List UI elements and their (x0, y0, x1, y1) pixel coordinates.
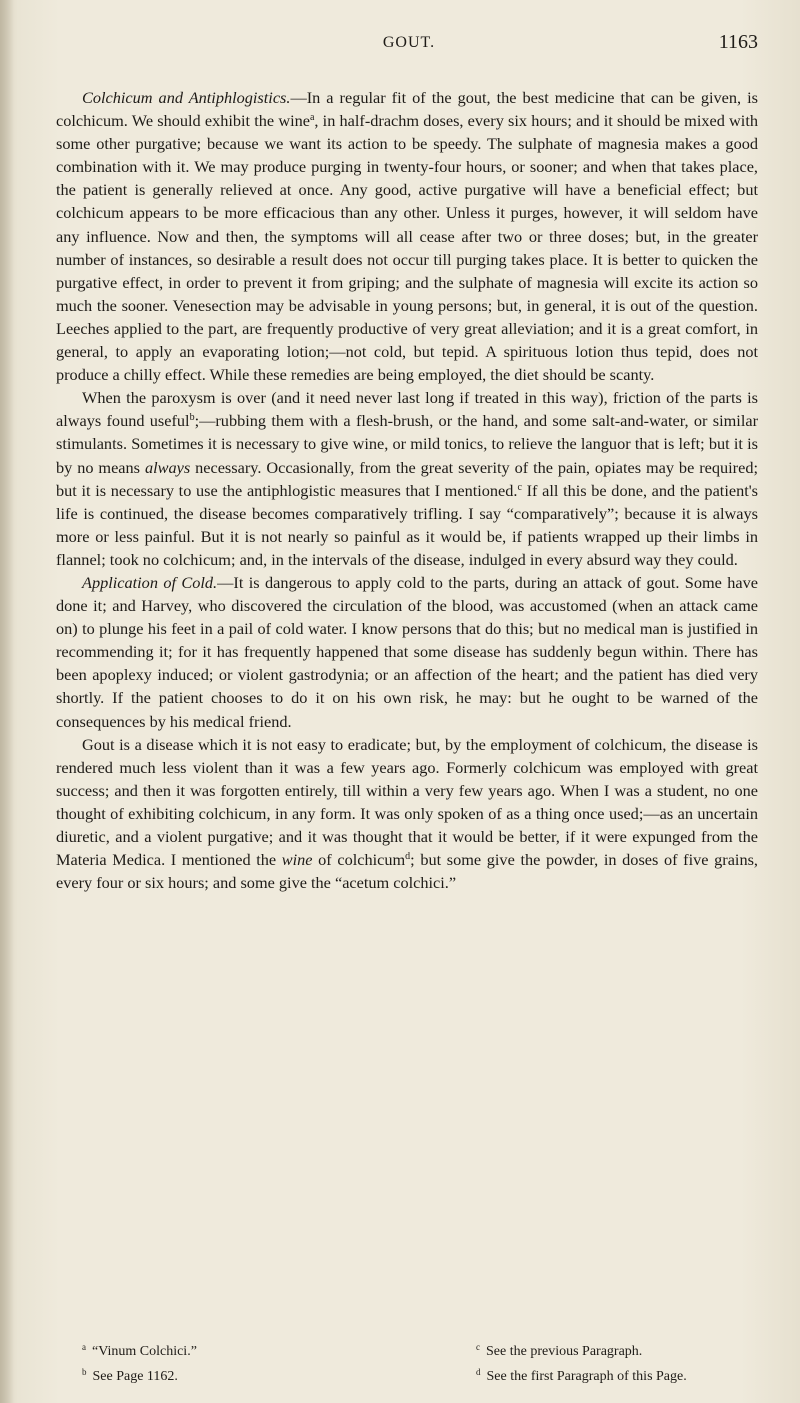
binding-shadow (0, 0, 14, 1403)
section-title-colchicum: Colchicum and Antiphlogistics. (82, 88, 291, 107)
footnote-d (420, 1362, 758, 1387)
footnote-c (420, 1337, 758, 1362)
footnote-b (82, 1362, 420, 1387)
text-run: of colchicum (312, 850, 406, 870)
footnote-ref-c: c (517, 481, 522, 493)
paragraph-colchicum (56, 86, 758, 386)
section-title-cold: Application of Cold. (82, 572, 218, 592)
text-run: , in half-drachm doses, every six hours; and it should be mixed with some other purgative; because we want its action to be speedy. The sulphate of magnesia makes a good combination with it. We may produce purging in twenty-four hours, or sooner; and when that takes place, the patient is generally relieved at once. Any good, active purgative will have a beneficial effect; but colchicum appears to be more efficacious than any other. Unless it purges, however, it will seldom have any influence. Now and then, the symptoms will all cease after two or three doses; but, in the greater number of instances, so desirable a result does not occur till purging takes place. It is better to quicken the purgative effect, in order to prevent it from griping; and the sulphate of magnesia will excite its action so much the sooner. Venesection may be advisable in young persons; but, in general, it is out of the question. Leeches applied to the part, are frequently productive of very great alleviation; and it is a great comfort, in general, to apply an evaporating lotion;—not cold, but tepid. A spirituous lotion thus tepid, does not produce a chilly effect. While these remedies are being employed, the diet should be scanty. (56, 111, 758, 385)
text-run: necessary. Occasionally, from the great severity of the pain, opiates may be required; but it is necessary to use the antiphlogistic measures that I mentioned. (56, 457, 758, 500)
emphasis-wine: wine (281, 850, 313, 870)
footnote-text: “Vinum Colchici.” (92, 1344, 197, 1359)
footnote-ref-a: a (309, 112, 315, 124)
paragraph-paroxysm (56, 386, 758, 571)
text-run: Gout is a disease which it is not easy to eradicate; but, by the employment of colchicum, the disease is rendered much less violent than it was a few years ago. Formerly colchicum was employed with great success; and then it was forgotten entirely, till within a very few years ago. When I was a student, no one thought of exhibiting colchicum, in any form. It was only spoken of as a thing once used;—as an uncertain diuretic, and a violent purgative; and it was thought that it would be better, if it were expunged from the Materia Medica. I mentioned the (56, 734, 758, 870)
footnote-ref-d: d (405, 851, 411, 863)
text-run: When the paroxysm is over (and it need never last long if treated in this way), friction of the parts is always found useful (56, 388, 758, 431)
page-number: 1163 (718, 31, 758, 53)
emphasis-always: always (144, 457, 191, 477)
text-run: ;—rubbing them with a flesh-brush, or the hand, and some salt-and-water, or similar stimulants. Sometimes it is necessary to give wine, or mild tonics, to relieve the languor that is left; but it is by no means (56, 411, 758, 477)
running-head: GOUT. (382, 34, 436, 51)
footnote-a (82, 1337, 420, 1362)
paragraph-cold (56, 571, 758, 733)
footnote-row (82, 1362, 758, 1387)
page-header (60, 31, 758, 60)
footnotes (82, 1337, 758, 1387)
footnote-ref-b: b (189, 412, 195, 424)
footnote-row (82, 1337, 758, 1362)
footnote-mark: b (82, 1367, 87, 1377)
text-run: —In a regular fit of the gout, the best medicine that can be given, is colchicum. We should exhibit the wine (56, 88, 758, 131)
text-run: ; but some give the powder, in doses of five grains, every four or six hours; and some give the “acetum colchici.” (56, 850, 758, 893)
footnote-text: See the first Paragraph of this Page. (486, 1369, 687, 1384)
footnote-mark: a (82, 1342, 86, 1352)
paragraph-eradicate (56, 733, 758, 895)
text-run: If all this be done, and the patient's life is continued, the disease becomes comparatively trifling. I say “comparatively”; because it is always more or less painful. But it is not nearly so painful as it would be, if patients wrapped up their limbs in flannel; took no colchicum; and, in the intervals of the disease, indulged in every absurd way they could. (56, 480, 759, 569)
footnote-text: See Page 1162. (92, 1369, 178, 1384)
footnote-text: See the previous Paragraph. (486, 1344, 643, 1359)
footnote-mark: c (476, 1342, 480, 1352)
body-text (56, 86, 758, 894)
footnote-mark: d (476, 1367, 481, 1377)
text-run: —It is dangerous to apply cold to the parts, during an attack of gout. Some have done it; and Harvey, who discovered the circulation of the blood, was accustomed (when an attack came on) to plunge his feet in a pail of cold water. I know persons that do this; but no medical man is justified in recommending it; for it has frequently happened that some disease has suddenly begun within. There has been apoplexy induced; or violent gastrodynia; or an affection of the heart; and the patient has died very shortly. If the patient chooses to do it on his own risk, he may: but he ought to be warned of the consequences by his medical friend. (56, 572, 758, 731)
